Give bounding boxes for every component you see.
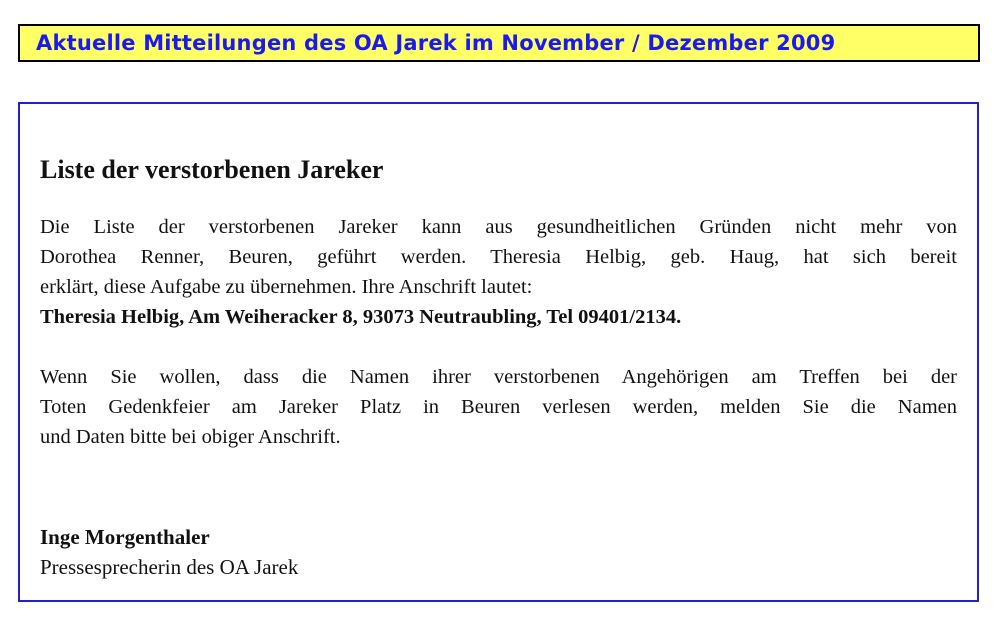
page-title: Aktuelle Mitteilungen des OA Jarek im November / Dezember 2009	[36, 31, 836, 55]
paragraph-memorial-names	[40, 362, 957, 452]
paragraph-line: Dorothea Renner, Beuren, geführt werden. Theresia Helbig, geb. Haug, hat sich bereit	[40, 246, 957, 268]
paragraph-line: Wenn Sie wollen, dass die Namen ihrer verstorbenen Angehörigen am Treffen bei der	[40, 366, 957, 388]
header-banner	[18, 24, 980, 62]
paragraph-list-change	[40, 212, 957, 332]
paragraph-spacer	[40, 332, 957, 362]
paragraph-line: Toten Gedenkfeier am Jareker Platz in Beuren verlesen werden, melden Sie die Namen	[40, 396, 957, 418]
contact-address: Theresia Helbig, Am Weiheracker 8, 93073 Neutraubling, Tel 09401/2134.	[40, 306, 682, 328]
paragraph-line: erklärt, diese Aufgabe zu übernehmen. Ihre Anschrift lautet:	[40, 276, 533, 298]
signature-role: Pressesprecherin des OA Jarek	[40, 555, 299, 579]
section-heading: Liste der verstorbenen Jareker	[40, 155, 384, 184]
signature-block	[40, 522, 298, 582]
signature-name: Inge Morgenthaler	[40, 525, 210, 549]
paragraph-line: und Daten bitte bei obiger Anschrift.	[40, 426, 341, 448]
article-box	[18, 102, 979, 602]
paragraph-line: Die Liste der verstorbenen Jareker kann aus gesundheitlichen Gründen nicht mehr von	[40, 216, 957, 238]
